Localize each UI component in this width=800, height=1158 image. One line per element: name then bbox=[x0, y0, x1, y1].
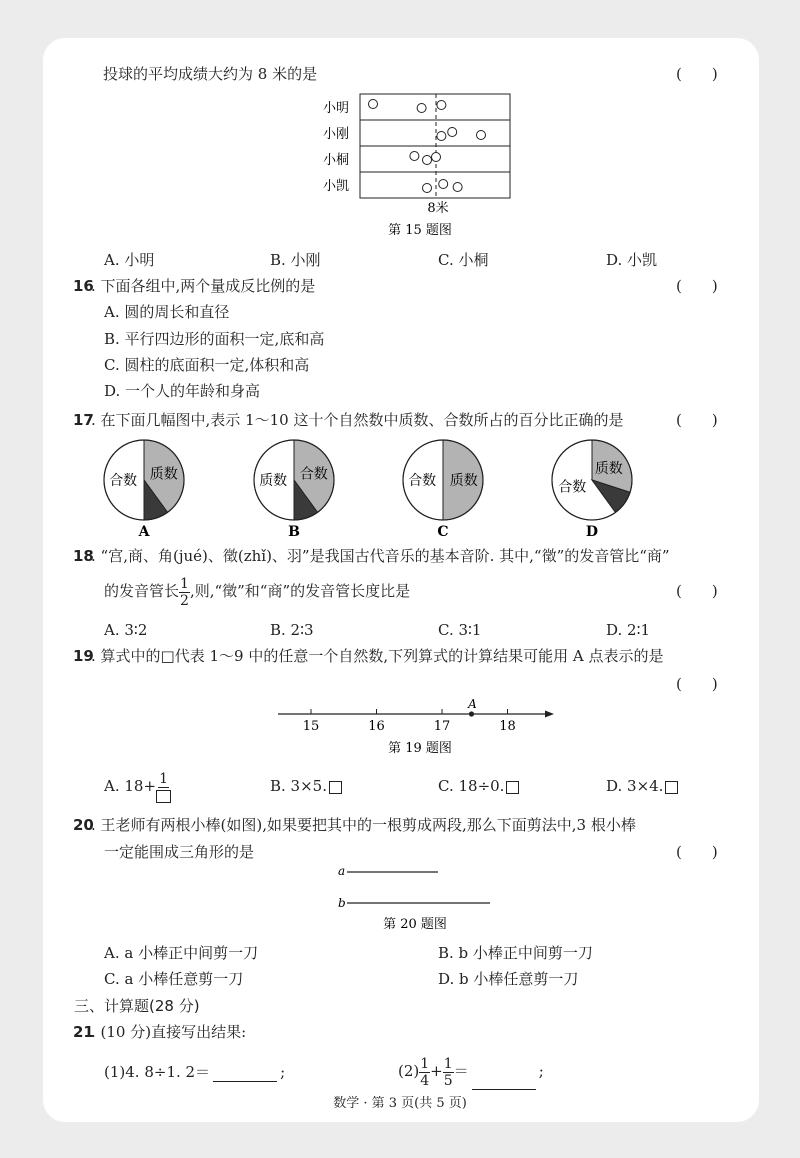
blank-box-icon bbox=[329, 781, 342, 794]
q17-slice-label: 合数 bbox=[558, 479, 587, 496]
q20-option-d[interactable]: D. b 小棒任意剪一刀 bbox=[438, 970, 579, 988]
q15-dot-plot bbox=[315, 88, 525, 238]
q17-number: 17 bbox=[73, 411, 94, 429]
q16-option-c[interactable]: C. 圆柱的底面积一定,体积和高 bbox=[104, 356, 310, 374]
q20-caption: 第 20 题图 bbox=[383, 917, 447, 932]
q15-option-b[interactable]: B. 小刚 bbox=[270, 251, 321, 269]
q16-option-a[interactable]: A. 圆的周长和直径 bbox=[104, 303, 230, 321]
q19-point-label: A bbox=[468, 697, 477, 711]
q15-dot bbox=[437, 132, 446, 141]
q20-sticks-figure bbox=[330, 860, 510, 936]
blank-box-icon bbox=[506, 781, 519, 794]
q20-line2: 一定能围成三角形的是 bbox=[104, 843, 255, 861]
q15-axis-label: 8米 bbox=[427, 201, 449, 216]
q17-slice-label: 合数 bbox=[408, 473, 437, 489]
q17-slice-label: 质数 bbox=[149, 466, 178, 483]
q17-slice-label: 合数 bbox=[299, 466, 328, 483]
q16-stem: . 下面各组中,两个量成反比例的是 bbox=[91, 277, 316, 295]
stick-b-label: b bbox=[338, 896, 346, 910]
q18-line1: . “宫,商、角(jué)、徵(zhǐ)、羽”是我国古代音乐的基本音阶. 其中,“徵”的发音管比“商” bbox=[91, 547, 670, 565]
q17-slice-label: 质数 bbox=[594, 460, 623, 477]
q17-pie-D bbox=[552, 440, 632, 540]
q17-slice-label: 质数 bbox=[449, 473, 478, 489]
q17-answer-paren: ( ) bbox=[676, 411, 718, 429]
q19-tick-label: 16 bbox=[368, 719, 385, 734]
q15-stem: 投球的平均成绩大约为 8 米的是 bbox=[103, 65, 318, 83]
page-footer: 数学 · 第 3 页(共 5 页) bbox=[333, 1096, 467, 1111]
q18-option-d[interactable]: D. 2∶1 bbox=[606, 621, 651, 639]
q17-pie-label: A bbox=[138, 524, 150, 540]
q20-option-b[interactable]: B. b 小棒正中间剪一刀 bbox=[438, 944, 593, 962]
q17-pie-label: C bbox=[437, 524, 449, 540]
q19-option-d[interactable]: D. 3×4. bbox=[606, 776, 678, 796]
q19-answer-paren: ( ) bbox=[676, 675, 718, 693]
q15-dot bbox=[477, 131, 486, 140]
q17-slice-label: 质数 bbox=[259, 473, 288, 489]
q17-stem: . 在下面几幅图中,表示 1～10 这十个自然数中质数、合数所占的百分比正确的是 bbox=[91, 411, 624, 429]
q16-answer-paren: ( ) bbox=[676, 277, 718, 295]
q19-number-line bbox=[270, 696, 570, 758]
q20-option-a[interactable]: A. a 小棒正中间剪一刀 bbox=[104, 944, 259, 962]
q18-number: 18 bbox=[73, 547, 94, 565]
q15-dot bbox=[448, 128, 457, 137]
q21-stem: . (10 分)直接写出结果: bbox=[91, 1023, 247, 1041]
q17-pie-label: B bbox=[288, 524, 300, 540]
q15-dot bbox=[432, 153, 441, 162]
q17-pie-label: D bbox=[585, 524, 599, 540]
q17-pie-charts bbox=[90, 432, 650, 542]
q18-option-b[interactable]: B. 2∶3 bbox=[270, 621, 314, 639]
q15-dot bbox=[423, 184, 432, 193]
q21-item-1: (1)4. 8÷1. 2＝ ; bbox=[104, 1063, 286, 1081]
q15-option-c[interactable]: C. 小桐 bbox=[438, 251, 489, 269]
q18-fraction: $\frac{1}{2}$ bbox=[180, 575, 189, 609]
q17-pie-B bbox=[254, 440, 334, 540]
q15-row-2 bbox=[360, 120, 510, 146]
q15-dot bbox=[410, 152, 419, 161]
q15-row-label: 小明 bbox=[323, 101, 350, 116]
q20-answer-paren: ( ) bbox=[676, 843, 718, 861]
q15-option-d[interactable]: D. 小凯 bbox=[606, 251, 658, 269]
q15-answer-paren: ( ) bbox=[676, 65, 718, 83]
q15-row-4 bbox=[360, 172, 510, 198]
q19-point-a bbox=[469, 711, 474, 716]
q17-slice-label: 合数 bbox=[109, 473, 138, 489]
q15-dot bbox=[437, 101, 446, 110]
q15-dot bbox=[369, 100, 378, 109]
q21-number: 21 bbox=[73, 1023, 94, 1041]
q18-option-a[interactable]: A. 3∶2 bbox=[104, 621, 148, 639]
q15-dot bbox=[423, 156, 432, 165]
q17-pie-C bbox=[403, 440, 483, 540]
q15-dot bbox=[453, 183, 462, 192]
q15-caption: 第 15 题图 bbox=[388, 223, 452, 238]
q15-row-label: 小刚 bbox=[323, 127, 350, 142]
q19-option-c[interactable]: C. 18÷0. bbox=[438, 776, 519, 796]
q19-option-b[interactable]: B. 3×5. bbox=[270, 776, 342, 796]
q15-row-label: 小凯 bbox=[323, 179, 350, 194]
q18-option-c[interactable]: C. 3∶1 bbox=[438, 621, 482, 639]
blank-box-icon bbox=[665, 781, 678, 794]
q19-stem: . 算式中的□代表 1～9 中的任意一个自然数,下列算式的计算结果可能用 A 点表示的是 bbox=[91, 647, 664, 665]
answer-blank[interactable] bbox=[213, 1067, 277, 1082]
q20-option-c[interactable]: C. a 小棒任意剪一刀 bbox=[104, 970, 244, 988]
q20-number: 20 bbox=[73, 816, 94, 834]
q19-tick-label: 15 bbox=[302, 719, 320, 734]
q20-line1: . 王老师有两根小棒(如图),如果要把其中的一根剪成两段,那么下面剪法中,3 根小棒 bbox=[91, 816, 636, 834]
blank-box-icon bbox=[156, 790, 171, 803]
q16-option-d[interactable]: D. 一个人的年龄和身高 bbox=[104, 382, 261, 400]
stick-a-label: a bbox=[338, 864, 346, 878]
arrow-icon bbox=[545, 711, 554, 718]
q17-pie-A bbox=[104, 440, 184, 540]
q18-answer-paren: ( ) bbox=[676, 582, 718, 600]
q21-item-2: (2) $\frac{1}{4}$ + $\frac{1}{5}$ ＝ ; bbox=[398, 1055, 544, 1089]
q15-dot bbox=[439, 180, 448, 189]
q16-option-b[interactable]: B. 平行四边形的面积一定,底和高 bbox=[104, 330, 325, 348]
q19-tick-label: 18 bbox=[499, 719, 516, 734]
q19-number: 19 bbox=[73, 647, 94, 665]
section-3-title: 三、计算题(28 分) bbox=[74, 997, 200, 1015]
q19-caption: 第 19 题图 bbox=[388, 741, 452, 756]
q16-number: 16 bbox=[73, 277, 94, 295]
q19-option-a[interactable]: A. 18+ 1 bbox=[104, 768, 171, 804]
q15-row-1 bbox=[360, 94, 510, 120]
q18-line2: 的发音管长 $\frac{1}{2}$ ,则,“徵”和“商”的发音管长度比是 bbox=[104, 575, 411, 609]
q15-option-a[interactable]: A. 小明 bbox=[104, 251, 155, 269]
q15-row-label: 小桐 bbox=[323, 153, 350, 168]
answer-blank[interactable] bbox=[472, 1075, 536, 1090]
q15-dot bbox=[417, 104, 426, 113]
q19-tick-label: 17 bbox=[433, 719, 451, 734]
